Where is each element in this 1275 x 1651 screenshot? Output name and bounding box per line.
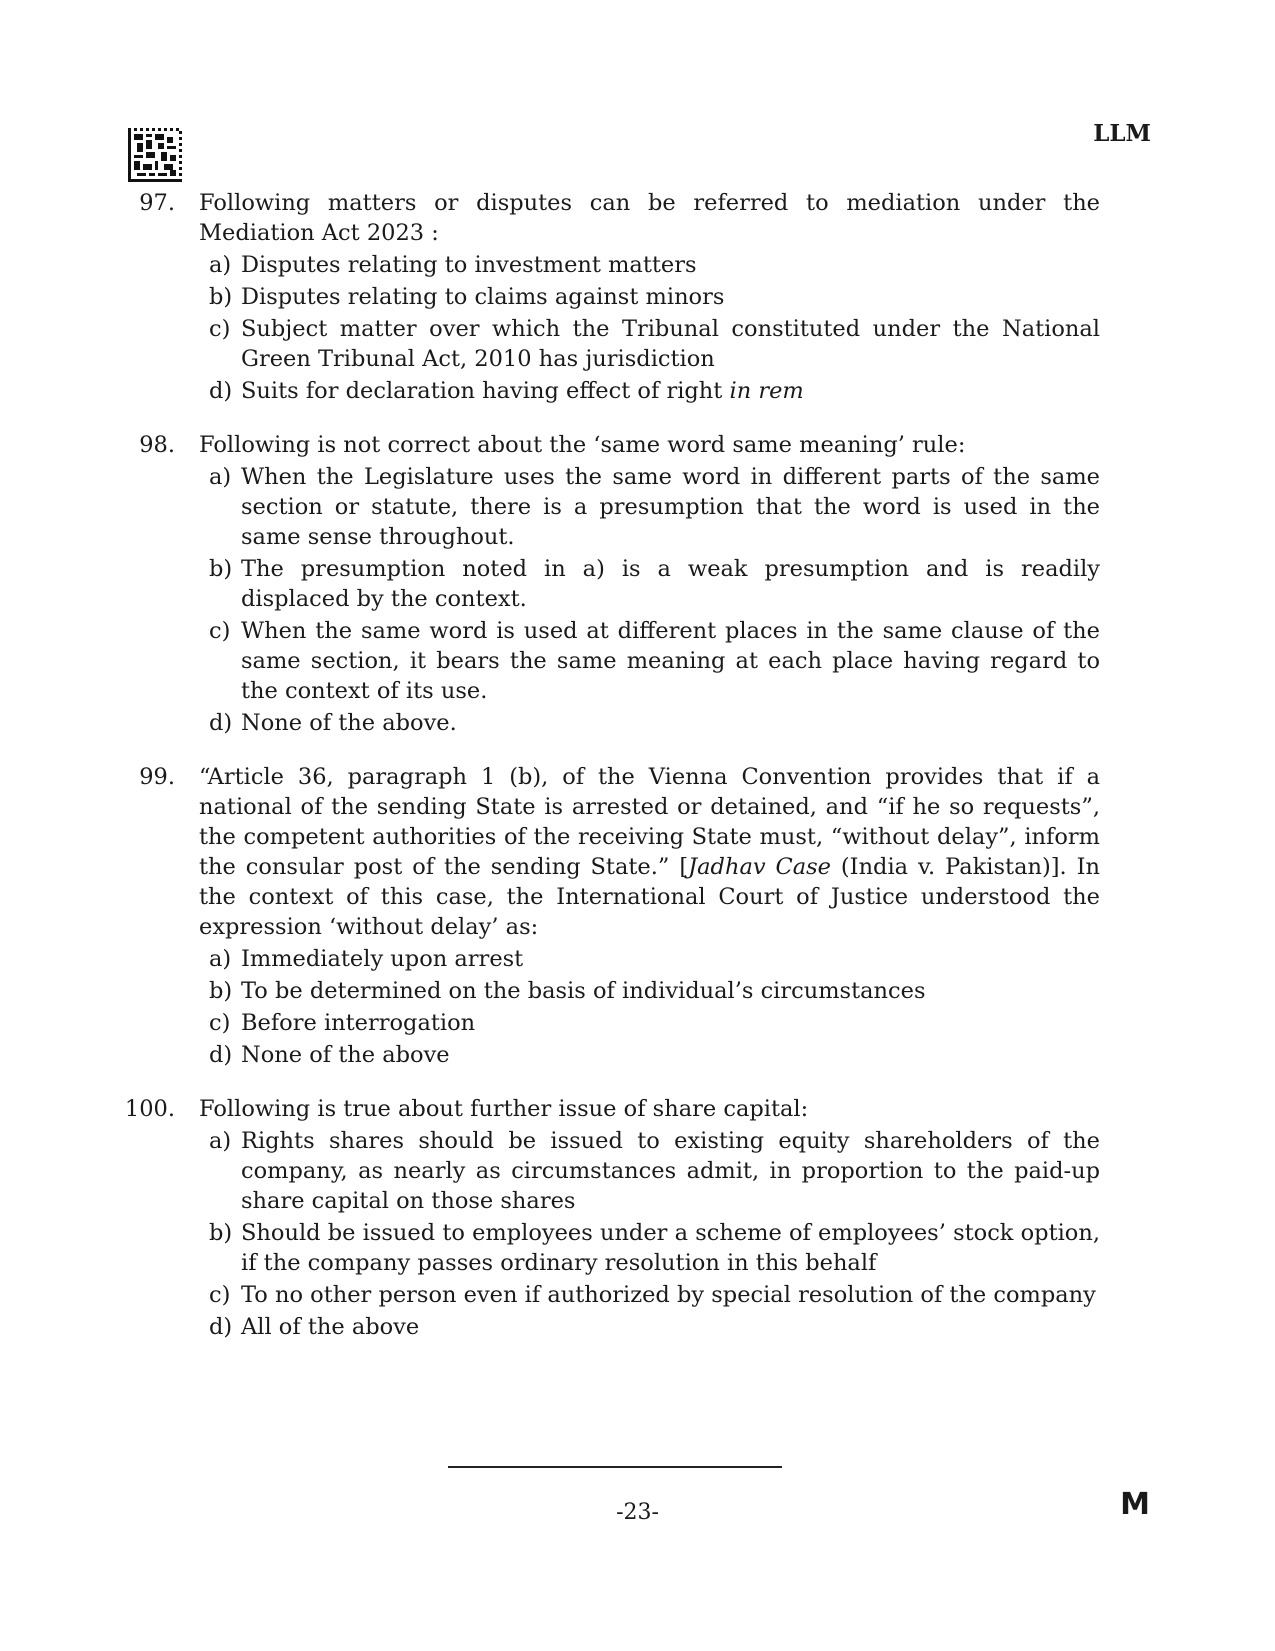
end-divider: [448, 1466, 782, 1468]
question-100: [0, 1094, 1275, 1342]
option-list: [199, 944, 1100, 1070]
option-list: [199, 1126, 1100, 1342]
question-number: 97.: [139, 190, 175, 216]
option-a: a) Rights shares should be issued to existing equity shareholders of the company, as nearly as circumstances admit, in proportion to the paid-up share capital on those shares: [209, 1128, 1100, 1214]
question-97: [0, 188, 1275, 406]
question-98: [0, 430, 1275, 738]
question-number: 99.: [139, 764, 175, 790]
option-d: d) None of the above.: [209, 710, 457, 736]
option-list: [199, 250, 1100, 406]
option-list: [199, 462, 1100, 738]
option-c: c) Before interrogation: [209, 1010, 476, 1036]
option-d: d) Suits for declaration having effect of right in rem: [209, 378, 804, 404]
qr-code-icon: [128, 128, 182, 182]
question-text: Following matters or disputes can be referred to mediation under the Mediation Act 2023 :: [199, 190, 1100, 246]
question-text: Following is not correct about the ‘same word same meaning’ rule:: [199, 432, 966, 458]
option-c: c) Subject matter over which the Tribunal constituted under the National Green Tribunal Act, 2010 has jurisdiction: [209, 316, 1100, 372]
option-c: c) To no other person even if authorized by special resolution of the company: [209, 1282, 1096, 1308]
question-number: 100.: [124, 1096, 175, 1122]
option-a: a) Immediately upon arrest: [209, 946, 524, 972]
question-number: 98.: [139, 432, 175, 458]
option-a: a) When the Legislature uses the same word in different parts of the same section or statute, there is a presumption that the word is used in the same sense throughout.: [209, 464, 1100, 550]
option-b: b) Should be issued to employees under a scheme of employees’ stock option, if the company passes ordinary resolution in this behalf: [209, 1220, 1100, 1276]
option-b: b) The presumption noted in a) is a weak presumption and is readily displaced by the context.: [209, 556, 1100, 612]
question-text: Following is true about further issue of share capital:: [199, 1096, 809, 1122]
option-d: d) None of the above: [209, 1042, 450, 1068]
option-c: c) When the same word is used at different places in the same clause of the same section, it bears the same meaning at each place having regard to the context of its use.: [209, 618, 1100, 704]
question-text: “Article 36, paragraph 1 (b), of the Vienna Convention provides that if a national of the sending State is arrested or detained, and “if he so requests”, the competent authorities of the receiving State must, “without delay”, inform the consular post of the sending State.” [Jadhav Case (India v. Pakistan)]. In the context of this case, the International Court of Justice understood the expression ‘without delay’ as:: [199, 764, 1100, 940]
question-list: [0, 188, 1275, 1366]
option-a: a) Disputes relating to investment matters: [209, 252, 697, 278]
option-b: b) To be determined on the basis of individual’s circumstances: [209, 978, 926, 1004]
exam-code: LLM: [1093, 120, 1151, 147]
series-mark: M: [1120, 1487, 1150, 1522]
question-99: [0, 762, 1275, 1070]
option-d: d) All of the above: [209, 1314, 420, 1340]
option-b: b) Disputes relating to claims against minors: [209, 284, 725, 310]
page-number: -23-: [616, 1500, 659, 1525]
